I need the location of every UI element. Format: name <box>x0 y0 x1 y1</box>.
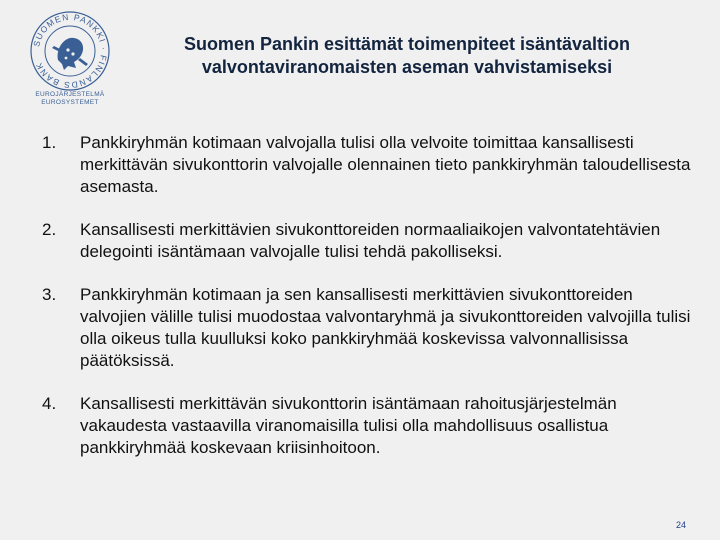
page-number: 24 <box>676 520 687 530</box>
list-item <box>42 132 702 198</box>
measures-list <box>42 132 702 459</box>
logo-caption-line1: EUROJÄRJESTELMÄ <box>35 91 105 98</box>
slide-title-line2: valvontaviranomaisten aseman vahvistamiseksi <box>201 57 613 77</box>
list-item <box>42 219 702 263</box>
list-item-text: Pankkiryhmän kotimaan ja sen kansallisesti merkittävien sivukonttoreiden valvojien välille tulisi muodostaa valvontaryhmä ja sivukonttoreiden valvojilla tulisi olla oikeus tulla kuulluksi koko pankkiryhmää koskevissa valvonnallisissa päätöksissä. <box>80 285 691 370</box>
list-item-text: Kansallisesti merkittävän sivukonttorin isäntämaan rahoitusjärjestelmän vakaudesta vastaavilla viranomaisilla tulisi olla mahdollisuus osallistua pankkiryhmää koskevaan kriisinhoitoon. <box>80 394 617 457</box>
slide-title-line1: Suomen Pankin esittämät toimenpiteet isäntävaltion <box>183 34 631 54</box>
list-item-number: 3. <box>42 285 57 304</box>
slide-title <box>112 33 702 79</box>
list-item-text: Pankkiryhmän kotimaan valvojalla tulisi olla velvoite toimittaa kansallisesti merkittävän sivukonttorin valvojalle olennainen tieto pankkiryhmän taloudellisesta asemasta. <box>80 133 691 196</box>
suomen-pankki-logo <box>28 10 112 110</box>
list-item-text: Kansallisesti merkittävien sivukonttoreiden normaaliaikojen valvontatehtävien delegointi isäntämaan valvojalle tulisi tehdä pakolliseksi. <box>80 220 661 261</box>
list-item <box>42 284 702 372</box>
list-item <box>42 393 702 459</box>
bank-seal-icon <box>28 10 112 92</box>
list-item-number: 2. <box>42 220 57 239</box>
list-item-number: 1. <box>42 133 57 152</box>
svg-text:SUOMEN PANKKI · FINLANDS BANK: SUOMEN PANKKI · FINLANDS BANK <box>31 11 110 91</box>
logo-caption-line2: EUROSYSTEMET <box>41 99 99 106</box>
list-item-number: 4. <box>42 394 57 413</box>
logo-caption <box>28 91 112 107</box>
